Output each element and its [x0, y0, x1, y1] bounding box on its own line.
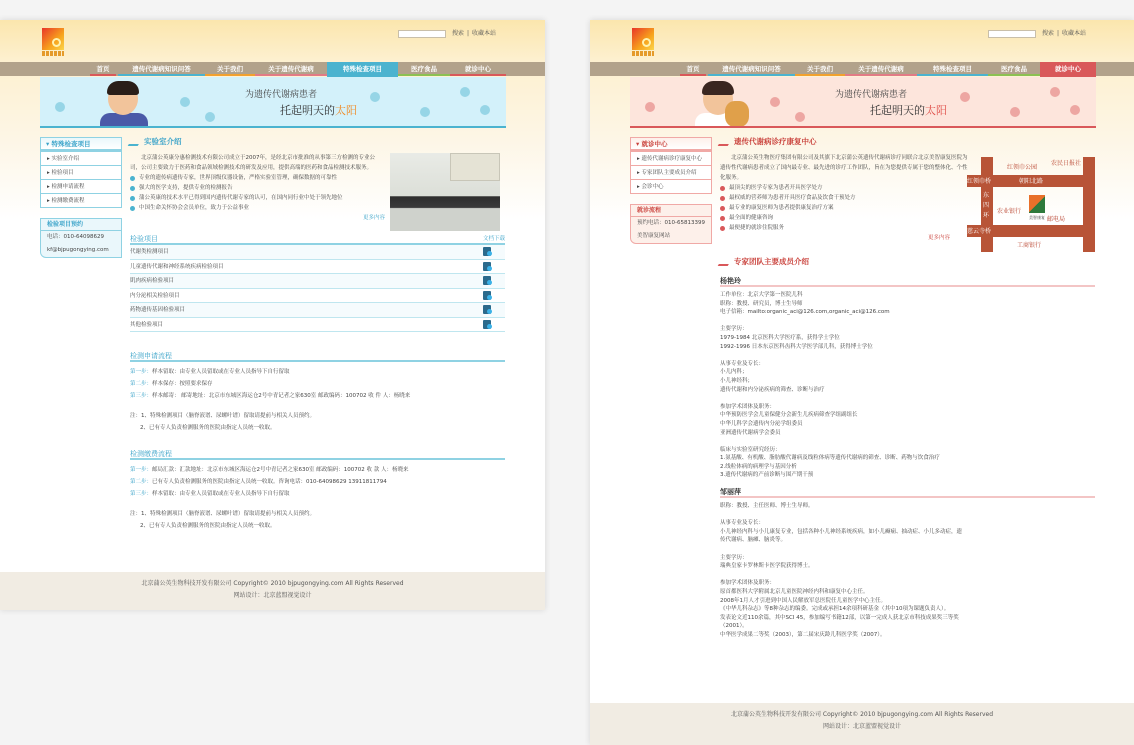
item-row[interactable]: [130, 245, 505, 260]
expert-detail-line: 3.遗传代谢病的产前诊断与围产期干预: [720, 472, 814, 479]
items-header: [130, 233, 505, 245]
toy-giraffe: [725, 101, 749, 127]
contact-box-title: 检验项目预约: [41, 219, 121, 231]
process-note: 注：1、特殊检测项目（脑脊液谱、尿螺叶谱）留取请提前与相关人员预约。: [130, 413, 316, 419]
leaf-icon: [128, 138, 143, 146]
expert-detail-line: 瑞典皇家卡罗林斯卡医学院获得博士。: [720, 563, 814, 570]
banner-line2-accent: 太阳: [335, 104, 357, 117]
process-header: [130, 350, 505, 362]
site-logo[interactable]: [42, 28, 64, 58]
process-step: [130, 366, 505, 378]
dandelion-decoration: [205, 112, 215, 122]
sidebar-item-label: 检测申请流程: [51, 184, 85, 190]
expert-detail-line: 发表论文近110余篇，其中SCI 45，参加编写书籍12部，以第一完成人获北京市科技成果奖三等奖: [720, 614, 959, 621]
bullet-triangle-icon: ▸: [47, 184, 52, 190]
item-row[interactable]: [130, 274, 505, 289]
main-content: [720, 135, 1095, 640]
process-notes: [130, 410, 505, 434]
banner-line2: [280, 102, 357, 118]
item-row[interactable]: [130, 318, 505, 333]
expert-detail-line: 从事专业及专长：: [720, 520, 765, 527]
bullet-triangle-icon: ▸: [47, 170, 52, 176]
expert-detail-line: 工作单位：北京大学第一医院儿科: [720, 292, 803, 298]
expert-detail-line: 从事专业及专长：: [720, 360, 765, 367]
nav-item[interactable]: 医疗食品: [988, 62, 1040, 76]
expert-detail-line: 1.氨基酸、有机酸、脂肪酸代谢病及线粒体病等遗传代谢病的筛查、诊断、药物与饮食治疗: [720, 455, 940, 462]
expert-detail-line: 亚洲遗传代谢病学会委员: [720, 429, 781, 436]
sidebar-item[interactable]: [631, 165, 711, 179]
dandelion-decoration: [795, 112, 805, 122]
sidebar-menu: [630, 137, 712, 194]
lab-photo: [390, 153, 500, 231]
expert-profile: [720, 486, 1095, 640]
dandelion-decoration: [1010, 107, 1020, 117]
item-row[interactable]: [130, 260, 505, 275]
child-photo: [100, 79, 150, 128]
expert-name: 杨艳玲: [720, 275, 1095, 287]
download-header[interactable]: 文档下载: [482, 236, 505, 242]
hero-banner: [40, 77, 506, 128]
expert-detail-line: [720, 571, 1095, 580]
contact-box-title: 就诊流程: [631, 205, 711, 217]
step-text: 邮局汇款：汇款地址：北京市东城区海运仓2号中青记者之家630室 邮政编码：100702 收 款 人：杨晓来: [152, 467, 409, 473]
expert-detail-line: 中华儿科学会遗传内分泌学组委员: [720, 420, 803, 427]
dandelion-decoration: [645, 102, 655, 112]
expert-detail-line: 职称：教授、主任医师、博士生导师。: [720, 503, 814, 510]
process-note: 注：1、特殊检测项目（脑脊液谱、尿螺叶谱）留取请提前与相关人员预约。: [130, 511, 316, 517]
page-right-clinic-center: [590, 20, 1134, 745]
lab-cabinet: [450, 153, 500, 181]
expert-detail-line: [720, 437, 1095, 446]
sidebar-item[interactable]: [41, 151, 121, 165]
search-input[interactable]: [398, 30, 446, 38]
expert-detail-line: 参加学术团体及职务：: [720, 580, 776, 587]
footer-design-credit: 网站设计：北京蓝盟视觉设计: [233, 592, 312, 599]
expert-detail-line: 临床与实验室研究经历：: [720, 446, 781, 453]
banner-line1: 为遗传代谢病患者: [245, 90, 318, 100]
section-title: [130, 135, 505, 149]
banner-line2-prefix: 托起明天的: [280, 104, 335, 117]
item-name[interactable]: 内分泌相关检验项目: [130, 292, 180, 299]
logo-wordmark: [632, 51, 654, 56]
bullet-triangle-icon: ▸: [637, 156, 642, 162]
expert-detail-line: 遗传代谢和内分泌疾病的筛查、诊断与治疗: [720, 386, 825, 393]
step-text: 样本留取：由专业人员留取或在专业人员指导下自行留取: [152, 369, 290, 375]
section-title-text: 专家团队主要成员介绍: [734, 257, 809, 266]
process-title: 检测申请流程: [130, 352, 172, 360]
sidebar-item-label: 专家团队主要成员介绍: [641, 170, 697, 176]
banner-line2-prefix: 托起明天的: [870, 104, 925, 117]
nav-item[interactable]: 关于我们: [795, 62, 845, 76]
nav-item[interactable]: 关于遗传代谢病: [845, 62, 917, 76]
step-text: 样本保存：按照要求保存: [152, 381, 213, 387]
item-row[interactable]: [130, 303, 505, 318]
item-name[interactable]: 肌肉疾病检验项目: [130, 278, 175, 284]
dandelion-decoration: [370, 92, 380, 102]
items-title: 检验项目: [130, 235, 158, 243]
sidebar-item[interactable]: [631, 179, 711, 193]
expert-detail-line: 小儿内科；: [720, 369, 748, 376]
nav-item[interactable]: 特殊检查项目: [917, 62, 988, 76]
expert-detail-line: 职称：教授、研究员，博士生导师: [720, 300, 803, 307]
sidebar-item-label: 检测缴费流程: [51, 198, 85, 204]
banner-line1: 为遗传代谢病患者: [835, 90, 908, 100]
step-label: 第三步：: [130, 393, 153, 399]
step-text: 样本留取：由专业人员留取或在专业人员指导下自行留取: [152, 491, 290, 497]
nav-item[interactable]: 特殊检查项目: [327, 62, 398, 78]
intro-bullet: 最便捷的就诊住院服务: [720, 223, 970, 233]
logo-sun-icon: [642, 38, 651, 47]
sidebar-menu-title: ▾ 就诊中心: [631, 138, 711, 151]
contact-line: 电话：010-64098629: [47, 234, 104, 240]
logo-sun-icon: [52, 38, 61, 47]
location-map[interactable]: [967, 157, 1095, 252]
process-note: 2、已有专人负责检测服务的医院由指定人员统一收取。: [140, 523, 276, 529]
bullet-triangle-icon: ▸: [637, 184, 642, 190]
download-icon[interactable]: [483, 320, 491, 329]
expert-detail-line: [720, 317, 1095, 326]
link-separator: |: [466, 30, 469, 37]
contact-line: 预约电话：010-65813399: [637, 220, 705, 226]
road-right: [1083, 157, 1095, 252]
process-steps: [130, 366, 505, 402]
logo-wordmark: [42, 51, 64, 56]
process-steps: [130, 464, 505, 500]
page-footer: [0, 572, 545, 610]
expert-profile: [720, 275, 1095, 480]
footer-copyright: 北京蒲公英生物科技开发有限公司 Copyright© 2010 bjpugongying.com All Rights Reserved: [141, 580, 404, 587]
dandelion-decoration: [1050, 87, 1060, 97]
step-text: 已有专人负责检测服务的医院由指定人员统一收取。咨询电话：010-64098629 13911811794: [152, 479, 387, 485]
dandelion-decoration: [1070, 105, 1080, 115]
item-name[interactable]: 药物遗传基因检验项目: [130, 307, 186, 313]
step-label: 第三步：: [130, 491, 153, 497]
intro-block: [130, 153, 385, 213]
intro-block: [720, 153, 970, 233]
expert-detail-line: 中华医学成果二等奖（2003），第二届宋庆龄儿科医学奖（2007）。: [720, 631, 886, 638]
leaf-icon: [718, 258, 733, 266]
more-link[interactable]: 更多内容: [362, 215, 385, 221]
dandelion-decoration: [460, 87, 470, 97]
site-logo[interactable]: [632, 28, 654, 58]
item-name[interactable]: 儿童遗传代谢和神经系统疾病检验项目: [130, 263, 224, 270]
expert-detail-line: [720, 351, 1095, 360]
sidebar-item-label: 会诊中心: [641, 184, 664, 190]
section-title-text: 遗传代谢病诊疗康复中心: [734, 137, 817, 146]
section-title: [720, 255, 1095, 269]
map-road-label: 朝阳北路: [1019, 178, 1044, 185]
item-name[interactable]: 其他检验项目: [130, 321, 164, 328]
sidebar-item[interactable]: [41, 193, 121, 207]
more-link[interactable]: 更多内容: [927, 235, 950, 241]
map-road-label: 四: [983, 202, 990, 209]
expert-detail-line: 主要学历：: [720, 554, 748, 561]
leaf-icon: [718, 138, 733, 146]
step-label: 第二步：: [130, 381, 153, 387]
step-label: 第一步：: [130, 467, 153, 473]
sidebar: [630, 137, 712, 244]
map-road-label: 环: [983, 212, 990, 219]
expert-detail-line: 2.线粒体病的病理学与基因分析: [720, 463, 797, 470]
intro-bullet: 最全面的健康咨询: [720, 213, 970, 223]
intro-bullet: 最顶尖的医学专家为患者开具医学处方: [720, 183, 970, 193]
process-step: [130, 390, 505, 402]
nav-item[interactable]: 就诊中心: [450, 62, 506, 76]
meizhi-logo: [1029, 195, 1045, 213]
download-icon[interactable]: [483, 262, 491, 271]
footer-design-credit: 网站设计：北京蓝盟视觉设计: [822, 723, 901, 730]
nav-item[interactable]: 关于我们: [205, 62, 255, 76]
sidebar-item[interactable]: [41, 179, 121, 193]
expert-detail-line: 传代谢病、脑瘫、脑炎等。: [720, 537, 787, 544]
nav-item[interactable]: 遗传代谢病知识问答: [708, 62, 795, 76]
sidebar-item-label: 实验室介绍: [51, 156, 80, 162]
sidebar-item[interactable]: [41, 165, 121, 179]
process-title: 检测缴费流程: [130, 450, 172, 458]
child-photo: [695, 79, 745, 128]
expert-detail-line: [720, 394, 1095, 403]
section-title: [720, 135, 1095, 149]
expert-name: 邹丽萍: [720, 486, 1095, 498]
download-icon[interactable]: [483, 276, 491, 285]
process-step: [130, 378, 505, 390]
step-label: 第二步：: [130, 479, 153, 485]
search-input[interactable]: [988, 30, 1036, 38]
dandelion-decoration: [960, 92, 970, 102]
process-step: [130, 488, 505, 500]
child-body: [100, 113, 148, 128]
section-title-text: 实验室介绍: [144, 137, 182, 146]
expert-detail-line: 主要学历：: [720, 326, 748, 333]
download-icon[interactable]: [483, 247, 491, 256]
map-place-label: 农民日报社: [1051, 160, 1082, 167]
process-note: 2、已有专人负责检测服务的医院由指定人员统一收取。: [140, 425, 276, 431]
link-separator: |: [1056, 30, 1059, 37]
contact-line[interactable]: 美智康复网站: [637, 233, 671, 239]
dandelion-decoration: [420, 107, 430, 117]
expert-detail-line: 参加学术团体及职务：: [720, 403, 776, 410]
process-notes: [130, 508, 505, 532]
sidebar-item-label: 遗传代谢病诊疗康复中心: [641, 156, 703, 162]
sidebar-menu-title: ▾ 特殊检查项目: [41, 138, 121, 151]
page-container: [40, 20, 506, 610]
expert-detail-line: 1979-1984 北京医科大学医疗系，获得学士学位: [720, 334, 840, 341]
intro-bullet: 最权威的营养师为患者开具医疗食品及饮食干预处方: [720, 193, 970, 203]
contact-line[interactable]: kf@bjpugongying.com: [47, 247, 109, 253]
banner-line2: [870, 102, 947, 118]
expert-detail-line: [720, 511, 1095, 520]
sidebar-item[interactable]: [631, 151, 711, 165]
banner-line2-accent: 太阳: [925, 104, 947, 117]
hero-banner: [630, 77, 1096, 128]
intro-bullet: 强大的医学支持，提供专业的检测报告: [130, 183, 385, 193]
expert-detail-line: （2001）。: [720, 623, 748, 630]
intro-paragraph: 北京蒲公英生物医疗集团有限公司及其旗下北京蒲公英遗传代谢病诊疗同联合北京美智康复医院为遗传性代谢病患者成立了国内最专业、最先进的诊疗工作团队，旨在为您提供专属于您的整体化、个性化服务。: [720, 155, 968, 181]
process-step: [130, 464, 505, 476]
download-icon[interactable]: [483, 305, 491, 314]
sidebar: [40, 137, 122, 258]
process-step: [130, 476, 505, 488]
map-place-label: 工商银行: [1017, 242, 1042, 249]
intro-paragraph: 北京蒲公英康分惠检测技术有限公司成立于2007年，是经北京市批准的从事第三方检测的专业公司，公司主要致力于医药和食品领域检测技术的研发及应用，提供高端的医药和食品检测技术服务。: [130, 155, 376, 171]
search-link[interactable]: 搜索: [451, 30, 464, 37]
sidebar-contact-box: [630, 204, 712, 244]
expert-detail-line: 2008年1月人才引进到中国人民解放军总医院任儿童医学中心主任。: [720, 597, 886, 604]
expert-detail-line: 原首都医科大学附属北京儿童医院神经内科和康复中心主任。: [720, 589, 869, 595]
child-hair: [107, 81, 139, 95]
main-content: [130, 135, 505, 532]
bookmark-link[interactable]: 收藏本站: [471, 30, 496, 37]
footer-copyright: 北京蒲公英生物科技开发有限公司 Copyright© 2010 bjpugongying.com All Rights Reserved: [730, 711, 994, 718]
dandelion-decoration: [770, 97, 780, 107]
process-header: [130, 448, 505, 460]
nav-item[interactable]: 关于遗传代谢病: [255, 62, 327, 76]
nav-item[interactable]: 遗传代谢病知识问答: [118, 62, 205, 76]
page-container: [630, 20, 1096, 745]
nav-item[interactable]: 首页: [680, 62, 706, 76]
top-links: [452, 30, 496, 38]
map-road-label: 东: [983, 192, 990, 199]
main-nav: [0, 62, 545, 76]
intro-bullet: 最专业的康复医师为患者提供康复治疗方案: [720, 203, 970, 213]
expert-detail-line: 中华预防医学会儿童保健分会新生儿疾病筛查学组副组长: [720, 412, 858, 419]
map-place-label: 邮电局: [1047, 216, 1066, 223]
map-place-label: 红领巾公园: [1007, 164, 1038, 171]
nav-item[interactable]: 就诊中心: [1040, 62, 1096, 78]
map-place-label: 美智康复: [1029, 215, 1045, 220]
expert-detail-line: 1992-1996 日本东京医科齿科大学医学部儿科，获得博士学位: [720, 343, 873, 350]
expert-detail-line: 《中华儿科杂志》等8种杂志的编委。完成或承担14余项科研基金（其中10项为课题负责人）。: [720, 606, 950, 613]
intro-bullet: 中国生命关怀协会会员单位，致力于公益事业: [130, 203, 385, 213]
bookmark-link[interactable]: 收藏本站: [1061, 30, 1086, 37]
expert-detail-line: 电子信箱：mailto:organic_aci@126.com,organic_aci@126.com: [720, 309, 890, 316]
nav-item[interactable]: 首页: [90, 62, 116, 76]
child-hair: [702, 81, 734, 95]
bullet-triangle-icon: ▸: [47, 156, 52, 162]
sidebar-contact-box: [40, 218, 122, 258]
intro-bullet: 蒲公英康的技术水平已得到国内遗传代谢专家的认可，在国内同行业中处于领先地位: [130, 193, 385, 203]
download-icon[interactable]: [483, 291, 491, 300]
map-place-label: 农业银行: [997, 208, 1022, 215]
step-label: 第一步：: [130, 369, 153, 375]
dandelion-decoration: [480, 105, 490, 115]
map-road-label: 慈云寺桥: [967, 228, 992, 235]
nav-item[interactable]: 医疗食品: [398, 62, 450, 76]
search-link[interactable]: 搜索: [1041, 30, 1054, 37]
page-left-special-tests: [0, 20, 545, 610]
items-list: [130, 245, 505, 332]
main-nav: [590, 62, 1134, 76]
bullet-triangle-icon: ▸: [47, 198, 52, 204]
dandelion-decoration: [55, 102, 65, 112]
dandelion-decoration: [180, 97, 190, 107]
top-links: [1042, 30, 1086, 38]
expert-detail-line: [720, 545, 1095, 554]
bullet-triangle-icon: ▸: [637, 170, 642, 176]
sidebar-item-label: 检验项目: [51, 170, 74, 176]
sidebar-menu: [40, 137, 122, 208]
item-row[interactable]: [130, 289, 505, 304]
page-footer: [590, 703, 1134, 745]
step-text: 样本邮寄： 邮寄地址：北京市东城区海运仓2号中青记者之家630室 邮政编码：100702 收 件 人：杨晓来: [152, 393, 411, 399]
map-road-label: 红领巾桥: [967, 178, 992, 185]
expert-detail-line: 小儿神经科；: [720, 377, 754, 384]
intro-bullet: 专业的遗传病遗传专家，世界顶级仪器设备，严格实验室管理，确保数据的可靠性: [130, 173, 385, 183]
expert-detail-line: 小儿神经内科与小儿康复专业，包括各种小儿神经系统疾病，如小儿癫痫、抽动症、小儿多动症，遗: [720, 528, 963, 535]
item-name[interactable]: 代谢类检测项目: [130, 249, 169, 255]
